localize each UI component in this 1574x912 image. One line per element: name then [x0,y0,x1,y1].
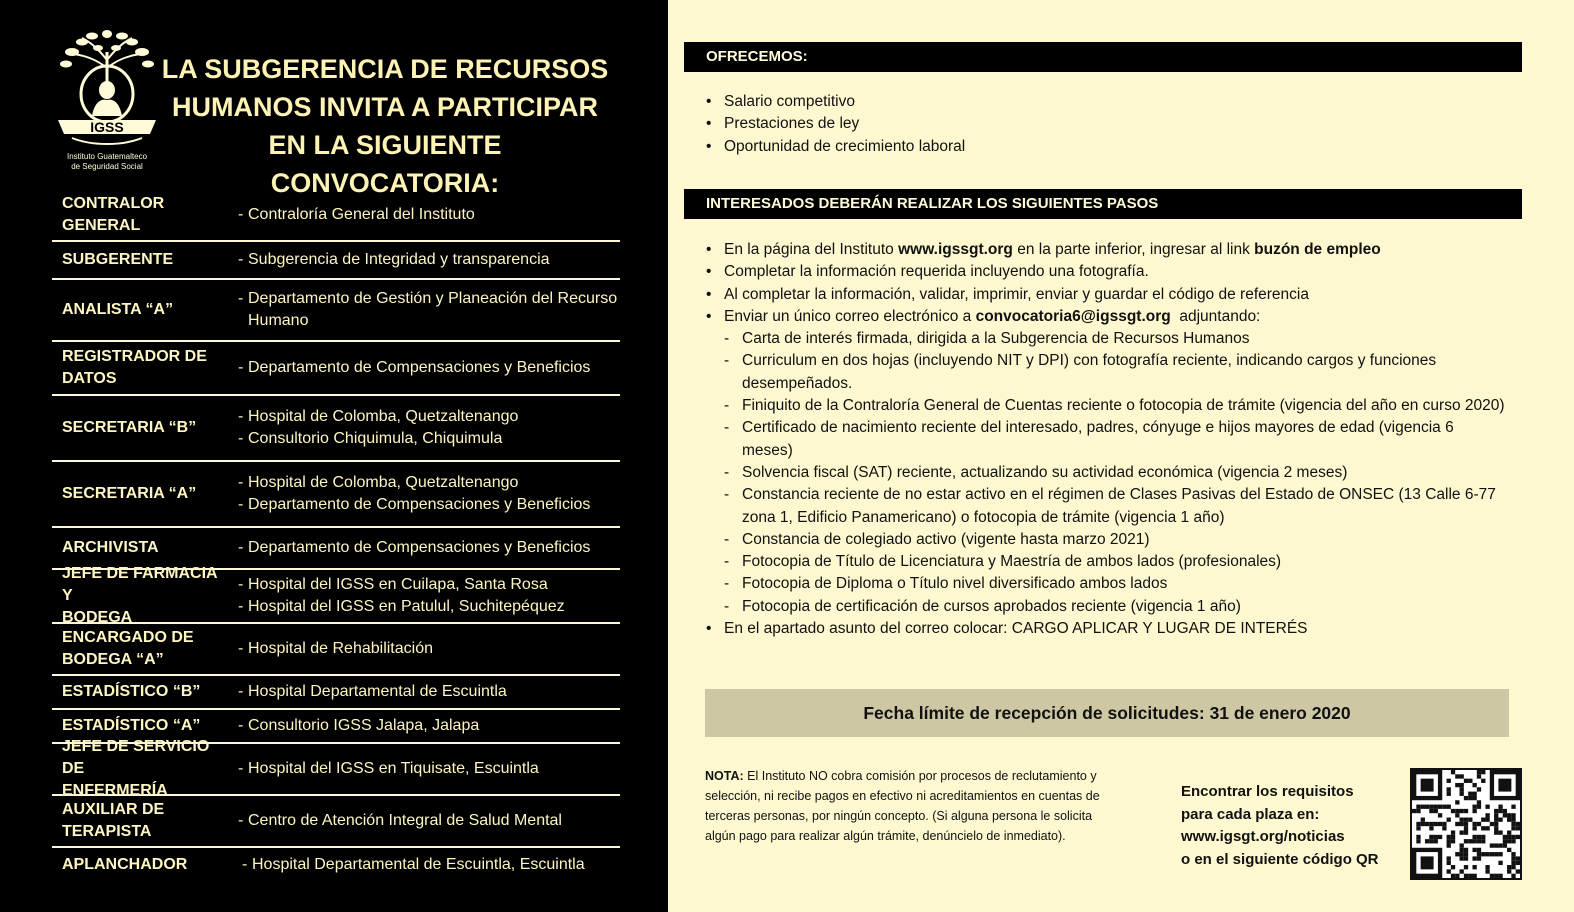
position-title-line: ANALISTA “A” [62,301,174,318]
position-place: - Hospital de Colomba, Quetzaltenango [238,472,620,494]
position-place: - Hospital de Colomba, Quetzaltenango [238,406,620,428]
position-row [52,738,620,799]
position-place: - Hospital de Rehabilitación [238,638,620,660]
position-places [230,854,620,876]
position-row [52,624,620,676]
position-places [230,249,620,271]
position-title-line: SECRETARIA “B” [62,419,197,436]
attachment-item: - Constancia de colegiado activo (vigente hasta marzo 2021) [706,529,1506,551]
qr-pattern [1412,770,1520,878]
headline-line: EN LA SIGUIENTE CONVOCATORIA: [268,130,502,198]
position-title-line: ENCARGADO DE [62,629,194,646]
position-title [52,193,230,237]
deadline-banner: Fecha límite de recepción de solicitudes: 31 de enero 2020 [705,689,1509,737]
position-places [230,715,620,737]
position-title-line: AUXILIAR DE [62,801,165,818]
offer-item: • Salario competitivo [706,91,965,113]
position-place: - Consultorio Chiquimula, Chiquimula [238,428,620,450]
position-title [52,299,230,321]
position-title [52,854,230,876]
step-item: • En la página del Instituto www.igssgt.org en la parte inferior, ingresar al link buzón de empleo [706,239,1506,261]
position-title-line: ESTADÍSTICO “A” [62,717,201,734]
position-title-line: SUBGERENTE [62,251,174,268]
attachment-item: - Fotocopia de Diploma o Título nivel diversificado ambos lados [706,573,1506,595]
position-title-line: SECRETARIA “A” [62,485,197,502]
position-places [230,638,620,660]
note-label: NOTA: [705,769,744,783]
position-title [52,483,230,505]
position-row [52,796,620,848]
position-title [52,417,230,439]
position-places [230,357,620,379]
position-row [52,848,620,882]
position-row [52,242,620,280]
attachment-item: - Carta de interés firmada, dirigida a la Subgerencia de Recursos Humanos [706,328,1506,350]
positions-table [52,190,620,882]
offer-item: • Oportunidad de crecimiento laboral [706,136,965,158]
position-row [52,462,620,528]
position-title [52,681,230,703]
position-place: - Hospital del IGSS en Patulul, Suchitepéquez [238,596,620,618]
logo-caption-line: Instituto Guatemalteco [66,152,148,161]
position-row [52,280,620,342]
offer-list [706,91,965,158]
qr-text-line: para cada plaza en: [1181,805,1320,823]
position-title [52,346,230,390]
position-title-line: CONTRALOR [62,195,165,212]
position-place: - Departamento de Compensaciones y Beneficios [238,537,620,559]
qr-text-line: o en el siguiente código QR [1181,850,1379,868]
attachments-list [706,328,1506,618]
qr-code-icon[interactable] [1410,768,1522,880]
logo-caption [52,152,162,172]
email-link[interactable]: convocatoria6@igssgt.org [975,307,1171,325]
position-title-line: BODEGA [62,609,133,626]
position-title [52,736,230,802]
attachment-item: - Fotocopia de Título de Licenciatura y Maestría de ambos lados (profesionales) [706,551,1506,573]
news-url-link[interactable]: www.igsgt.org/noticias [1181,828,1345,845]
logo-caption-line: de Seguridad Social [71,162,143,171]
attachment-item: - Certificado de nacimiento reciente del interesado, padres, cónyuge e hijos mayores de edad (vigencia 6 meses) [706,417,1506,462]
igss-logo [52,28,162,176]
note-paragraph: NOTA: El Instituto NO cobra comisión por procesos de reclutamiento y selección, ni recibe pagos en efectivo ni acreditamientos en cuentas de terceras personas, por ningún concepto. (Si alguna persona le solicita algún pago para realizar algún trámite, denúncielo de inmediato). [705,769,1100,843]
attachment-item: - Curriculum en dos hojas (incluyendo NIT y DPI) con fotografía reciente, indicando cargos y funciones desempeñados. [706,350,1506,395]
position-title-line: GENERAL [62,217,141,234]
position-title [52,799,230,843]
position-places [230,537,620,559]
position-title-line: ESTADÍSTICO “B” [62,683,201,700]
steps-list [706,239,1506,640]
position-places [230,810,620,832]
position-title-line: JEFE DE SERVICIO DE [62,738,210,777]
position-title [52,537,230,559]
offer-heading: OFRECEMOS: [684,42,1522,72]
page-headline [160,50,610,202]
position-title-line: DATOS [62,370,117,387]
position-places [230,681,620,703]
position-title-line: BODEGA “A” [62,651,164,668]
position-title-line: REGISTRADOR DE [62,348,207,365]
position-row [52,396,620,462]
position-place: - Hospital Departamental de Escuintla, Escuintla [242,854,620,876]
position-places [230,758,620,780]
logo-acronym: IGSS [90,119,124,135]
position-place: - Hospital del IGSS en Tiquisate, Escuintla [238,758,620,780]
position-title-line: ARCHIVISTA [62,539,159,556]
qr-text-line: Encontrar los requisitos [1181,783,1354,800]
position-place: - Contraloría General del Instituto [238,204,620,226]
position-title [52,715,230,737]
headline-line: HUMANOS INVITA A PARTICIPAR [172,92,598,122]
institute-url-link[interactable]: www.igssgt.org [898,241,1013,258]
position-title [52,249,230,271]
right-panel [668,0,1574,912]
position-place: - Hospital del IGSS en Cuilapa, Santa Rosa [238,574,620,596]
position-row [52,190,620,242]
position-place: - Hospital Departamental de Escuintla [238,681,620,703]
step-item: • Completar la información requerida incluyendo una fotografía. [706,261,1506,283]
qr-instructions [1181,781,1411,871]
position-places [230,472,620,516]
headline-line: LA SUBGERENCIA DE RECURSOS [161,54,609,84]
position-title-line: TERAPISTA [62,823,152,840]
position-title [52,627,230,671]
attachment-item: - Fotocopia de certificación de cursos aprobados reciente (vigencia 1 año) [706,596,1506,618]
position-title [52,563,230,629]
attachment-item: - Constancia reciente de no estar activo en el régimen de Clases Pasivas del Estado de ONSEC (13 Calle 6-77 zona 1, Edificio Panamericano) o fotocopia de trámite (vigencia 1 año) [706,484,1506,529]
position-places [230,204,620,226]
job-mailbox-link[interactable]: buzón de empleo [1254,241,1381,258]
attachment-item: - Finiquito de la Contraloría General de Cuentas reciente o fotocopia de trámite (vigencia del año en curso 2020) [706,395,1506,417]
igss-emblem-icon [52,28,162,150]
position-place: - Consultorio IGSS Jalapa, Jalapa [238,715,620,737]
position-title-line: APLANCHADOR [62,856,188,873]
position-places [230,406,620,450]
step-item: • Al completar la información, validar, imprimir, enviar y guardar el código de referencia [706,284,1506,306]
attachment-item: - Solvencia fiscal (SAT) reciente, actualizando su actividad económica (vigencia 2 meses) [706,462,1506,484]
step-item: • En el apartado asunto del correo colocar: CARGO APLICAR Y LUGAR DE INTERÉS [706,618,1506,640]
position-title-line: ENFERMERÍA [62,782,168,799]
position-row [52,342,620,396]
position-place: - Centro de Atención Integral de Salud Mental [238,810,620,832]
steps-heading: INTERESADOS DEBERÁN REALIZAR LOS SIGUIENTES PASOS [684,189,1522,219]
position-row [52,565,620,626]
step-item: • Enviar un único correo electrónico a convocatoria6@igssgt.org adjuntando: - Carta de interés firmada, dirigida a la Subgerencia de Recursos Humanos - Curriculum en dos hojas (incluyendo NIT y DPI) con fotografía reciente, indicando cargos y funciones desempeñados. - Finiquito de la Contraloría General de Cuentas reciente o fotocopia de trámite (vigencia del año en curso 2020) - Certificado de nacimiento reciente del interesado, padres, cónyuge e hijos mayores de edad (vigencia 6 meses) - Solvencia fiscal (SAT) reciente, actualizando su actividad económica (vigencia 2 meses) - Constancia reciente de no estar activo en el régimen de Clases Pasivas del Estado de ONSEC (13 Calle 6-77 zona 1, Edificio Panamericano) o fotocopia de trámite (vigencia 1 año) - Constancia de colegiado activo (vigente hasta marzo 2021) - Fotocopia de Título de Licenciatura y Maestría de ambos lados (profesionales) - Fotocopia de Diploma o Título nivel diversificado ambos lados - Fotocopia de certificación de cursos aprobados reciente (vigencia 1 año) [706,306,1506,618]
position-place: - Subgerencia de Integridad y transparencia [238,249,620,271]
position-places [230,574,620,618]
left-panel [0,0,668,912]
position-row [52,676,620,710]
offer-item: • Prestaciones de ley [706,113,965,135]
position-place: - Departamento de Compensaciones y Beneficios [238,357,620,379]
position-place: - Departamento de Gestión y Planeación del Recurso Humano [238,288,620,332]
position-title-line: JEFE DE FARMACIA Y [62,565,217,604]
position-places [230,288,620,332]
position-place: - Departamento de Compensaciones y Beneficios [238,494,620,516]
